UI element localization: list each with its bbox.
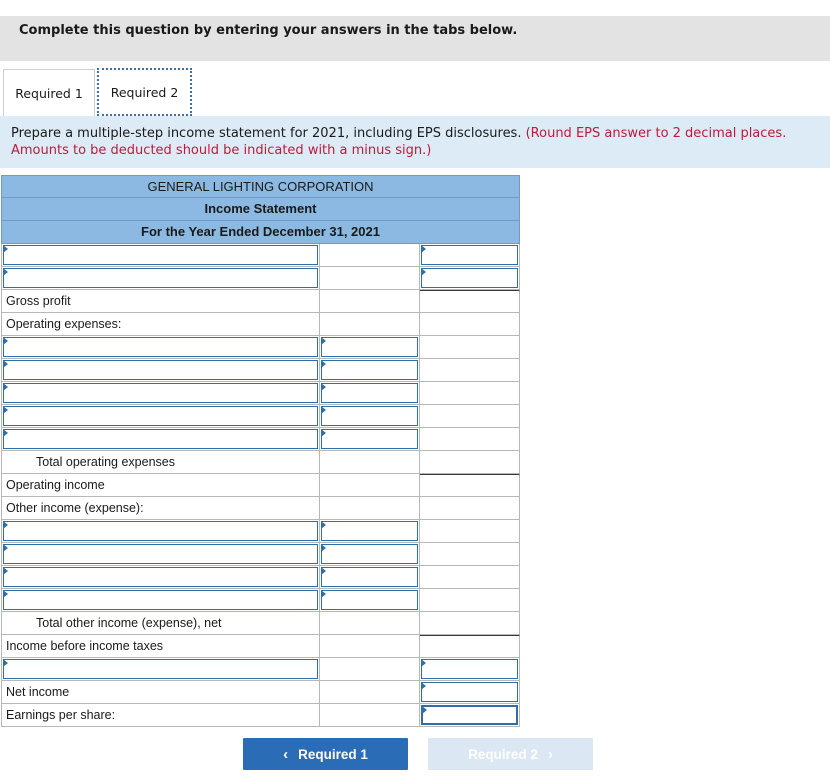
- other-income-amount-input[interactable]: [321, 590, 418, 610]
- total-operating-expenses-row: [1, 451, 520, 474]
- total-other-income-label: Total other income (expense), net: [1, 612, 320, 635]
- gross-profit-row: [1, 290, 520, 313]
- operating-expense-amount-input[interactable]: [321, 337, 418, 357]
- cost-amount-input[interactable]: [421, 268, 518, 288]
- operating-expense-amount-input[interactable]: [321, 360, 418, 380]
- operating-expense-amount-input[interactable]: [321, 406, 418, 426]
- total-other-income-amount: [420, 612, 520, 635]
- other-income-amount-input[interactable]: [321, 544, 418, 564]
- tab-required-2-label: Required 2: [110, 84, 179, 100]
- other-income-label-input[interactable]: [3, 521, 318, 541]
- other-income-row: [1, 566, 520, 589]
- income-before-taxes-row: [1, 635, 520, 658]
- operating-expense-amount-input[interactable]: [321, 383, 418, 403]
- gross-profit-amount: [420, 290, 520, 313]
- company-name: GENERAL LIGHTING CORPORATION: [1, 175, 520, 198]
- revenue-amount-input[interactable]: [421, 245, 518, 265]
- other-income-amount-input[interactable]: [321, 521, 418, 541]
- operating-expense-label-input[interactable]: [3, 360, 318, 380]
- other-income-row: [1, 520, 520, 543]
- operating-expense-row: [1, 359, 520, 382]
- cost-label-input[interactable]: [3, 268, 318, 288]
- other-income-amount-input[interactable]: [321, 567, 418, 587]
- total-other-income-row: [1, 612, 520, 635]
- operating-expense-label-input[interactable]: [3, 406, 318, 426]
- eps-label: Earnings per share:: [1, 704, 320, 727]
- next-button-label: Required 2: [468, 746, 538, 762]
- tab-required-1-label: Required 1: [15, 85, 83, 101]
- banner-text: Complete this question by entering your answers in the tabs below.: [19, 23, 518, 38]
- other-income-label-input[interactable]: [3, 567, 318, 587]
- instructions-main: Prepare a multiple-step income statement for 2021, including EPS disclosures.: [11, 126, 522, 141]
- chevron-right-icon: ›: [547, 745, 553, 763]
- operating-expense-row: [1, 382, 520, 405]
- other-income-label-input[interactable]: [3, 544, 318, 564]
- revenue-label-input[interactable]: [3, 245, 318, 265]
- revenue-row: [1, 244, 520, 267]
- income-before-taxes-label: Income before income taxes: [1, 635, 320, 658]
- tab-required-2[interactable]: [97, 68, 192, 116]
- other-income-label-input[interactable]: [3, 590, 318, 610]
- question-instructions: [0, 116, 830, 168]
- other-income-row: [1, 589, 520, 612]
- operating-expenses-label: Operating expenses:: [1, 313, 320, 336]
- net-income-amount-input[interactable]: [421, 682, 518, 702]
- income-tax-amount-input[interactable]: [421, 659, 518, 679]
- operating-expense-label-input[interactable]: [3, 383, 318, 403]
- income-tax-row: [1, 658, 520, 681]
- operating-expense-row: [1, 405, 520, 428]
- chevron-left-icon: ‹: [283, 745, 289, 763]
- net-income-row: [1, 681, 520, 704]
- operating-expense-row: [1, 336, 520, 359]
- income-before-taxes-amount: [420, 635, 520, 658]
- operating-income-amount: [420, 474, 520, 497]
- cost-row: [1, 267, 520, 290]
- income-tax-label-input[interactable]: [3, 659, 318, 679]
- prev-required-1-button[interactable]: [243, 738, 408, 770]
- operating-expense-row: [1, 428, 520, 451]
- operating-expense-label-input[interactable]: [3, 337, 318, 357]
- statement-period: For the Year Ended December 31, 2021: [1, 221, 520, 244]
- other-income-row: [1, 543, 520, 566]
- operating-income-label: Operating income: [1, 474, 320, 497]
- prev-button-label: Required 1: [298, 746, 368, 762]
- other-income-heading-row: [1, 497, 520, 520]
- tab-required-1[interactable]: [3, 69, 95, 116]
- eps-row: [1, 704, 520, 727]
- eps-amount-input[interactable]: [421, 705, 518, 725]
- other-income-label: Other income (expense):: [1, 497, 320, 520]
- statement-title: Income Statement: [1, 198, 520, 221]
- operating-expenses-heading-row: [1, 313, 520, 336]
- net-income-label: Net income: [1, 681, 320, 704]
- total-operating-expenses-label: Total operating expenses: [1, 451, 320, 474]
- gross-profit-label: Gross profit: [1, 290, 320, 313]
- instructions-note: (Round EPS answer to 2 decimal places. Amounts to be deducted should be indicated with a minus sign.): [11, 126, 787, 158]
- instructions-banner: [0, 16, 830, 61]
- total-operating-expenses-amount: [420, 451, 520, 474]
- operating-expense-label-input[interactable]: [3, 429, 318, 449]
- operating-expense-amount-input[interactable]: [321, 429, 418, 449]
- next-required-2-button: [428, 738, 593, 770]
- operating-income-row: [1, 474, 520, 497]
